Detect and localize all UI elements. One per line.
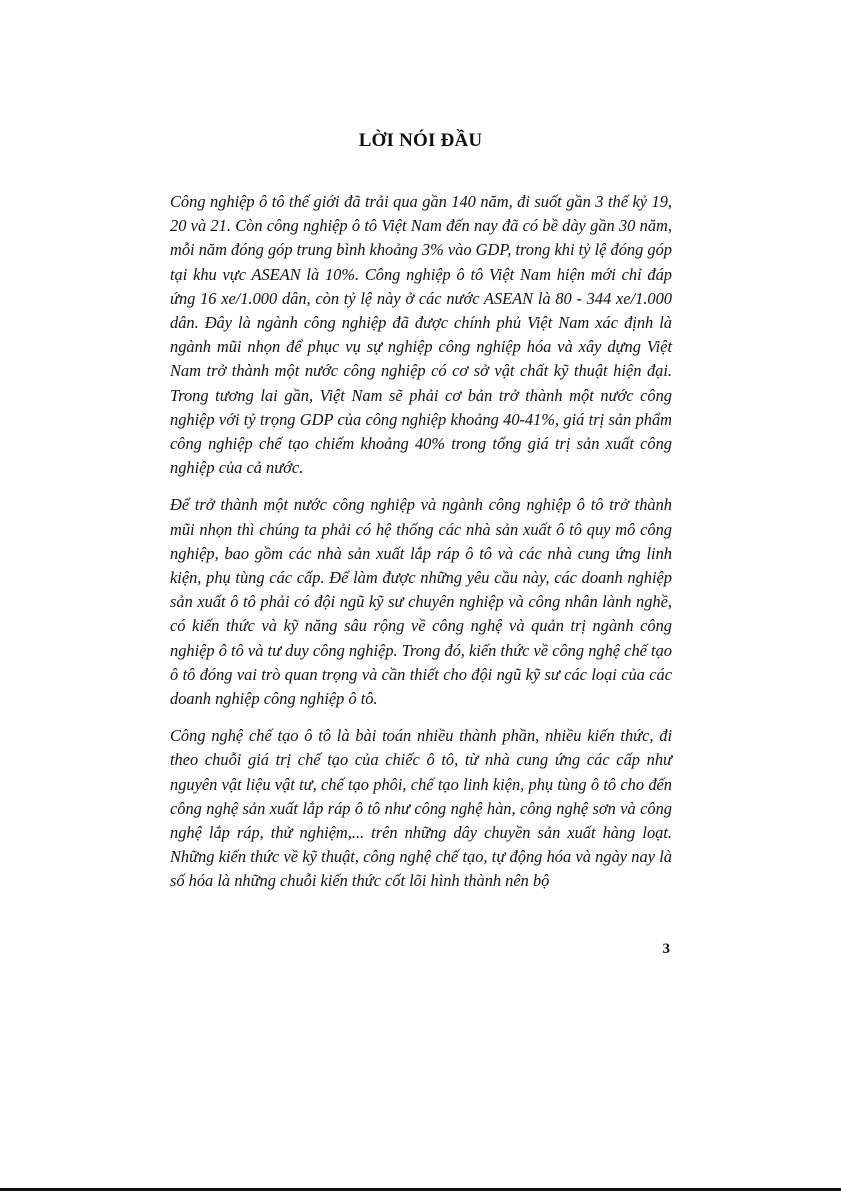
paragraph: Để trở thành một nước công nghiệp và ngành công nghiệp ô tô trở thành mũi nhọn thì chúng ta phải có hệ thống các nhà sản xuất ô tô quy mô công nghiệp, bao gồm các nhà sản xuất lắp ráp ô tô và các nhà cung ứng linh kiện, phụ tùng các cấp. Để làm được những yêu cầu này, các doanh nghiệp sản xuất ô tô phải có đội ngũ kỹ sư chuyên nghiệp và công nhân lành nghề, có kiến thức và kỹ năng sâu rộng về công nghệ và quản trị ngành công nghiệp ô tô và tư duy công nghiệp. Trong đó, kiến thức về công nghệ chế tạo ô tô đóng vai trò quan trọng và cần thiết cho đội ngũ kỹ sư các loại của các doanh nghiệp công nghiệp ô tô. xyxy=(170,495,672,709)
body-text xyxy=(170,190,672,907)
paragraph: Công nghệ chế tạo ô tô là bài toán nhiều thành phần, nhiều kiến thức, đi theo chuỗi giá trị chế tạo của chiếc ô tô, từ nhà cung ứng các cấp như nguyên vật liệu vật tư, chế tạo phôi, chế tạo linh kiện, phụ tùng ô tô cho đến công nghệ sản xuất lắp ráp ô tô như công nghệ hàn, công nghệ sơn và công nghệ lắp ráp, thử nghiệm,... trên những dây chuyền sản xuất hàng loạt. Những kiến thức về kỹ thuật, công nghệ chế tạo, tự động hóa và ngày nay là số hóa là những chuỗi kiến thức cốt lõi hình thành nên bộ xyxy=(170,726,672,891)
page-title: LỜI NÓI ĐẦU xyxy=(358,129,483,151)
paragraph: Công nghiệp ô tô thế giới đã trải qua gần 140 năm, đi suốt gần 3 thế kỷ 19, 20 và 21. Còn công nghiệp ô tô Việt Nam đến nay đã có bề dày gần 30 năm, mỗi năm đóng góp trung bình khoảng 3% vào GDP, trong khi tỷ lệ đóng góp tại khu vực ASEAN là 10%. Công nghiệp ô tô Việt Nam hiện mới chỉ đáp ứng 16 xe/1.000 dân, còn tỷ lệ này ở các nước ASEAN là 80 - 344 xe/1.000 dân. Đây là ngành công nghiệp đã được chính phủ Việt Nam xác định là ngành mũi nhọn để phục vụ sự nghiệp công nghiệp hóa và xây dựng Việt Nam trở thành một nước công nghiệp có cơ sở vật chất kỹ thuật hiện đại. Trong tương lai gần, Việt Nam sẽ phải cơ bản trở thành một nước công nghiệp với tỷ trọng GDP của công nghiệp khoảng 40-41%, giá trị sản phẩm công nghiệp chế tạo chiếm khoảng 40% trong tổng giá trị sản xuất công nghiệp của cả nước. xyxy=(170,192,672,478)
page-number: 3 xyxy=(662,941,670,957)
